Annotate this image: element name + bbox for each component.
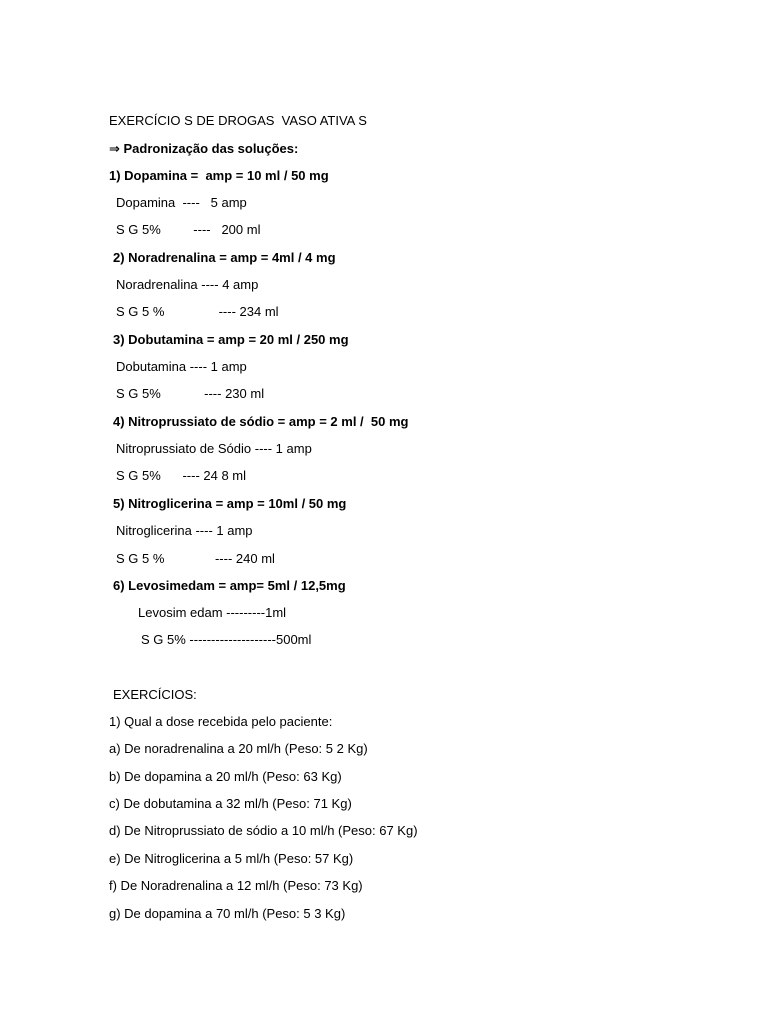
drug-line: S G 5 % ---- 234 ml	[116, 304, 279, 319]
exercises-title: EXERCÍCIOS:	[113, 687, 197, 702]
drug-heading-noradrenalina: 2) Noradrenalina = amp = 4ml / 4 mg	[113, 250, 336, 265]
document-title: EXERCÍCIO S DE DROGAS VASO ATIVA S	[109, 113, 367, 128]
section-subtitle: ⇒ Padronização das soluções:	[109, 141, 299, 156]
exercise-item: g) De dopamina a 70 ml/h (Peso: 5 3 Kg)	[109, 906, 346, 921]
drug-line: S G 5% ---- 200 ml	[116, 222, 261, 237]
drug-line: S G 5% ---- 230 ml	[116, 386, 265, 401]
exercise-item: d) De Nitroprussiato de sódio a 10 ml/h (Peso: 67 Kg)	[109, 823, 418, 838]
drug-line: Noradrenalina ---- 4 amp	[116, 277, 259, 292]
drug-line: S G 5% ---- 24 8 ml	[116, 468, 247, 483]
drug-heading-dopamina: 1) Dopamina = amp = 10 ml / 50 mg	[109, 168, 329, 183]
drug-line: Dobutamina ---- 1 amp	[116, 359, 247, 374]
exercise-item: e) De Nitroglicerina a 5 ml/h (Peso: 57 Kg)	[109, 851, 354, 866]
drug-line: Levosim edam ---------1ml	[138, 605, 287, 620]
exercise-item: c) De dobutamina a 32 ml/h (Peso: 71 Kg)	[109, 796, 352, 811]
drug-heading-nitroprussiato: 4) Nitroprussiato de sódio = amp = 2 ml / 50 mg	[113, 414, 409, 429]
drug-line: S G 5 % ---- 240 ml	[116, 551, 275, 566]
drug-line: S G 5% --------------------500ml	[141, 632, 312, 647]
exercise-item: b) De dopamina a 20 ml/h (Peso: 63 Kg)	[109, 769, 342, 784]
exercise-item: f) De Noradrenalina a 12 ml/h (Peso: 73 Kg)	[109, 878, 363, 893]
drug-heading-nitroglicerina: 5) Nitroglicerina = amp = 10ml / 50 mg	[113, 496, 347, 511]
exercise-item: a) De noradrenalina a 20 ml/h (Peso: 5 2 Kg)	[109, 741, 368, 756]
drug-heading-dobutamina: 3) Dobutamina = amp = 20 ml / 250 mg	[113, 332, 349, 347]
drug-line: Nitroglicerina ---- 1 amp	[116, 523, 253, 538]
drug-line: Dopamina ---- 5 amp	[116, 195, 247, 210]
exercise-question: 1) Qual a dose recebida pelo paciente:	[109, 714, 333, 729]
drug-heading-levosimedam: 6) Levosimedam = amp= 5ml / 12,5mg	[113, 578, 346, 593]
drug-line: Nitroprussiato de Sódio ---- 1 amp	[116, 441, 312, 456]
